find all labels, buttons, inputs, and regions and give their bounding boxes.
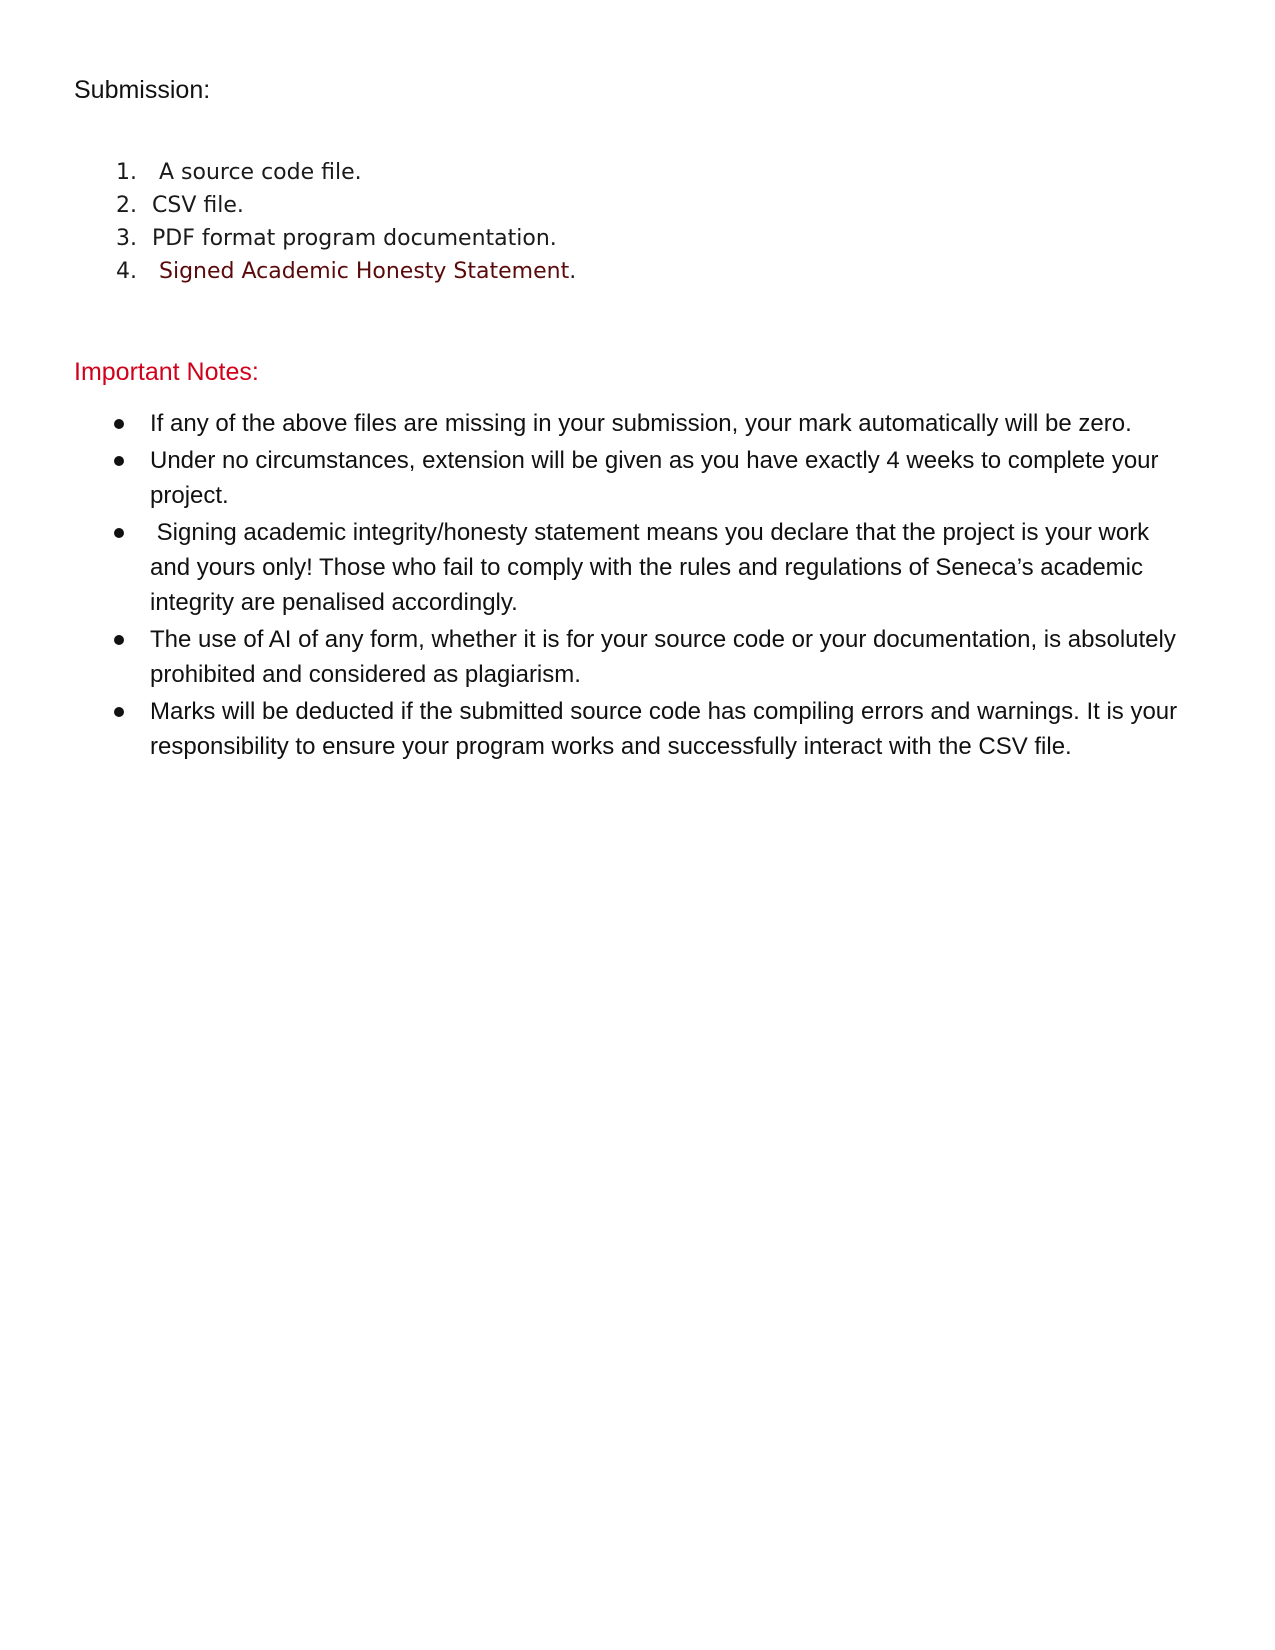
submission-item xyxy=(116,189,576,222)
submission-item-text: CSV file. xyxy=(152,193,244,218)
note-item xyxy=(110,622,1185,692)
submission-item xyxy=(116,255,576,288)
honesty-statement-text: Signed Academic Honesty Statement xyxy=(152,259,570,284)
submission-item xyxy=(116,222,576,255)
list-number: 1. xyxy=(116,160,137,185)
honesty-statement-period: . xyxy=(569,259,577,284)
note-item xyxy=(110,406,1185,441)
note-text: Signing academic integrity/honesty statement means you declare that the project is your work and yours only! Those who fail to comply with the rules and regulations of Seneca’s academic integrity are penalised accordingly. xyxy=(150,519,1156,616)
note-item xyxy=(110,443,1185,513)
note-item xyxy=(110,694,1185,764)
submission-item-text: PDF format program documentation. xyxy=(152,226,557,251)
bullet-icon xyxy=(114,707,124,717)
bullet-icon xyxy=(114,528,124,538)
note-text: If any of the above files are missing in your submission, your mark automatically will be zero. xyxy=(150,410,1132,437)
list-number: 2. xyxy=(116,193,137,218)
bullet-icon xyxy=(114,419,124,429)
submission-list xyxy=(116,156,576,288)
bullet-icon xyxy=(114,456,124,466)
note-text: The use of AI of any form, whether it is for your source code or your documentation, is absolutely prohibited and considered as plagiarism. xyxy=(150,626,1176,688)
note-item xyxy=(110,515,1185,620)
note-text: Marks will be deducted if the submitted source code has compiling errors and warnings. It is your responsibility to ensure your program works and successfully interact with the CSV file. xyxy=(150,698,1178,760)
submission-item-text: A source code file. xyxy=(152,160,362,185)
important-notes-list xyxy=(110,406,1185,766)
note-text: Under no circumstances, extension will be given as you have exactly 4 weeks to complete your project. xyxy=(150,447,1159,509)
list-number: 4. xyxy=(116,259,137,284)
submission-heading: Submission: xyxy=(74,76,211,104)
submission-item xyxy=(116,156,576,189)
important-notes-heading: Important Notes: xyxy=(74,358,259,386)
list-number: 3. xyxy=(116,226,137,251)
bullet-icon xyxy=(114,635,124,645)
